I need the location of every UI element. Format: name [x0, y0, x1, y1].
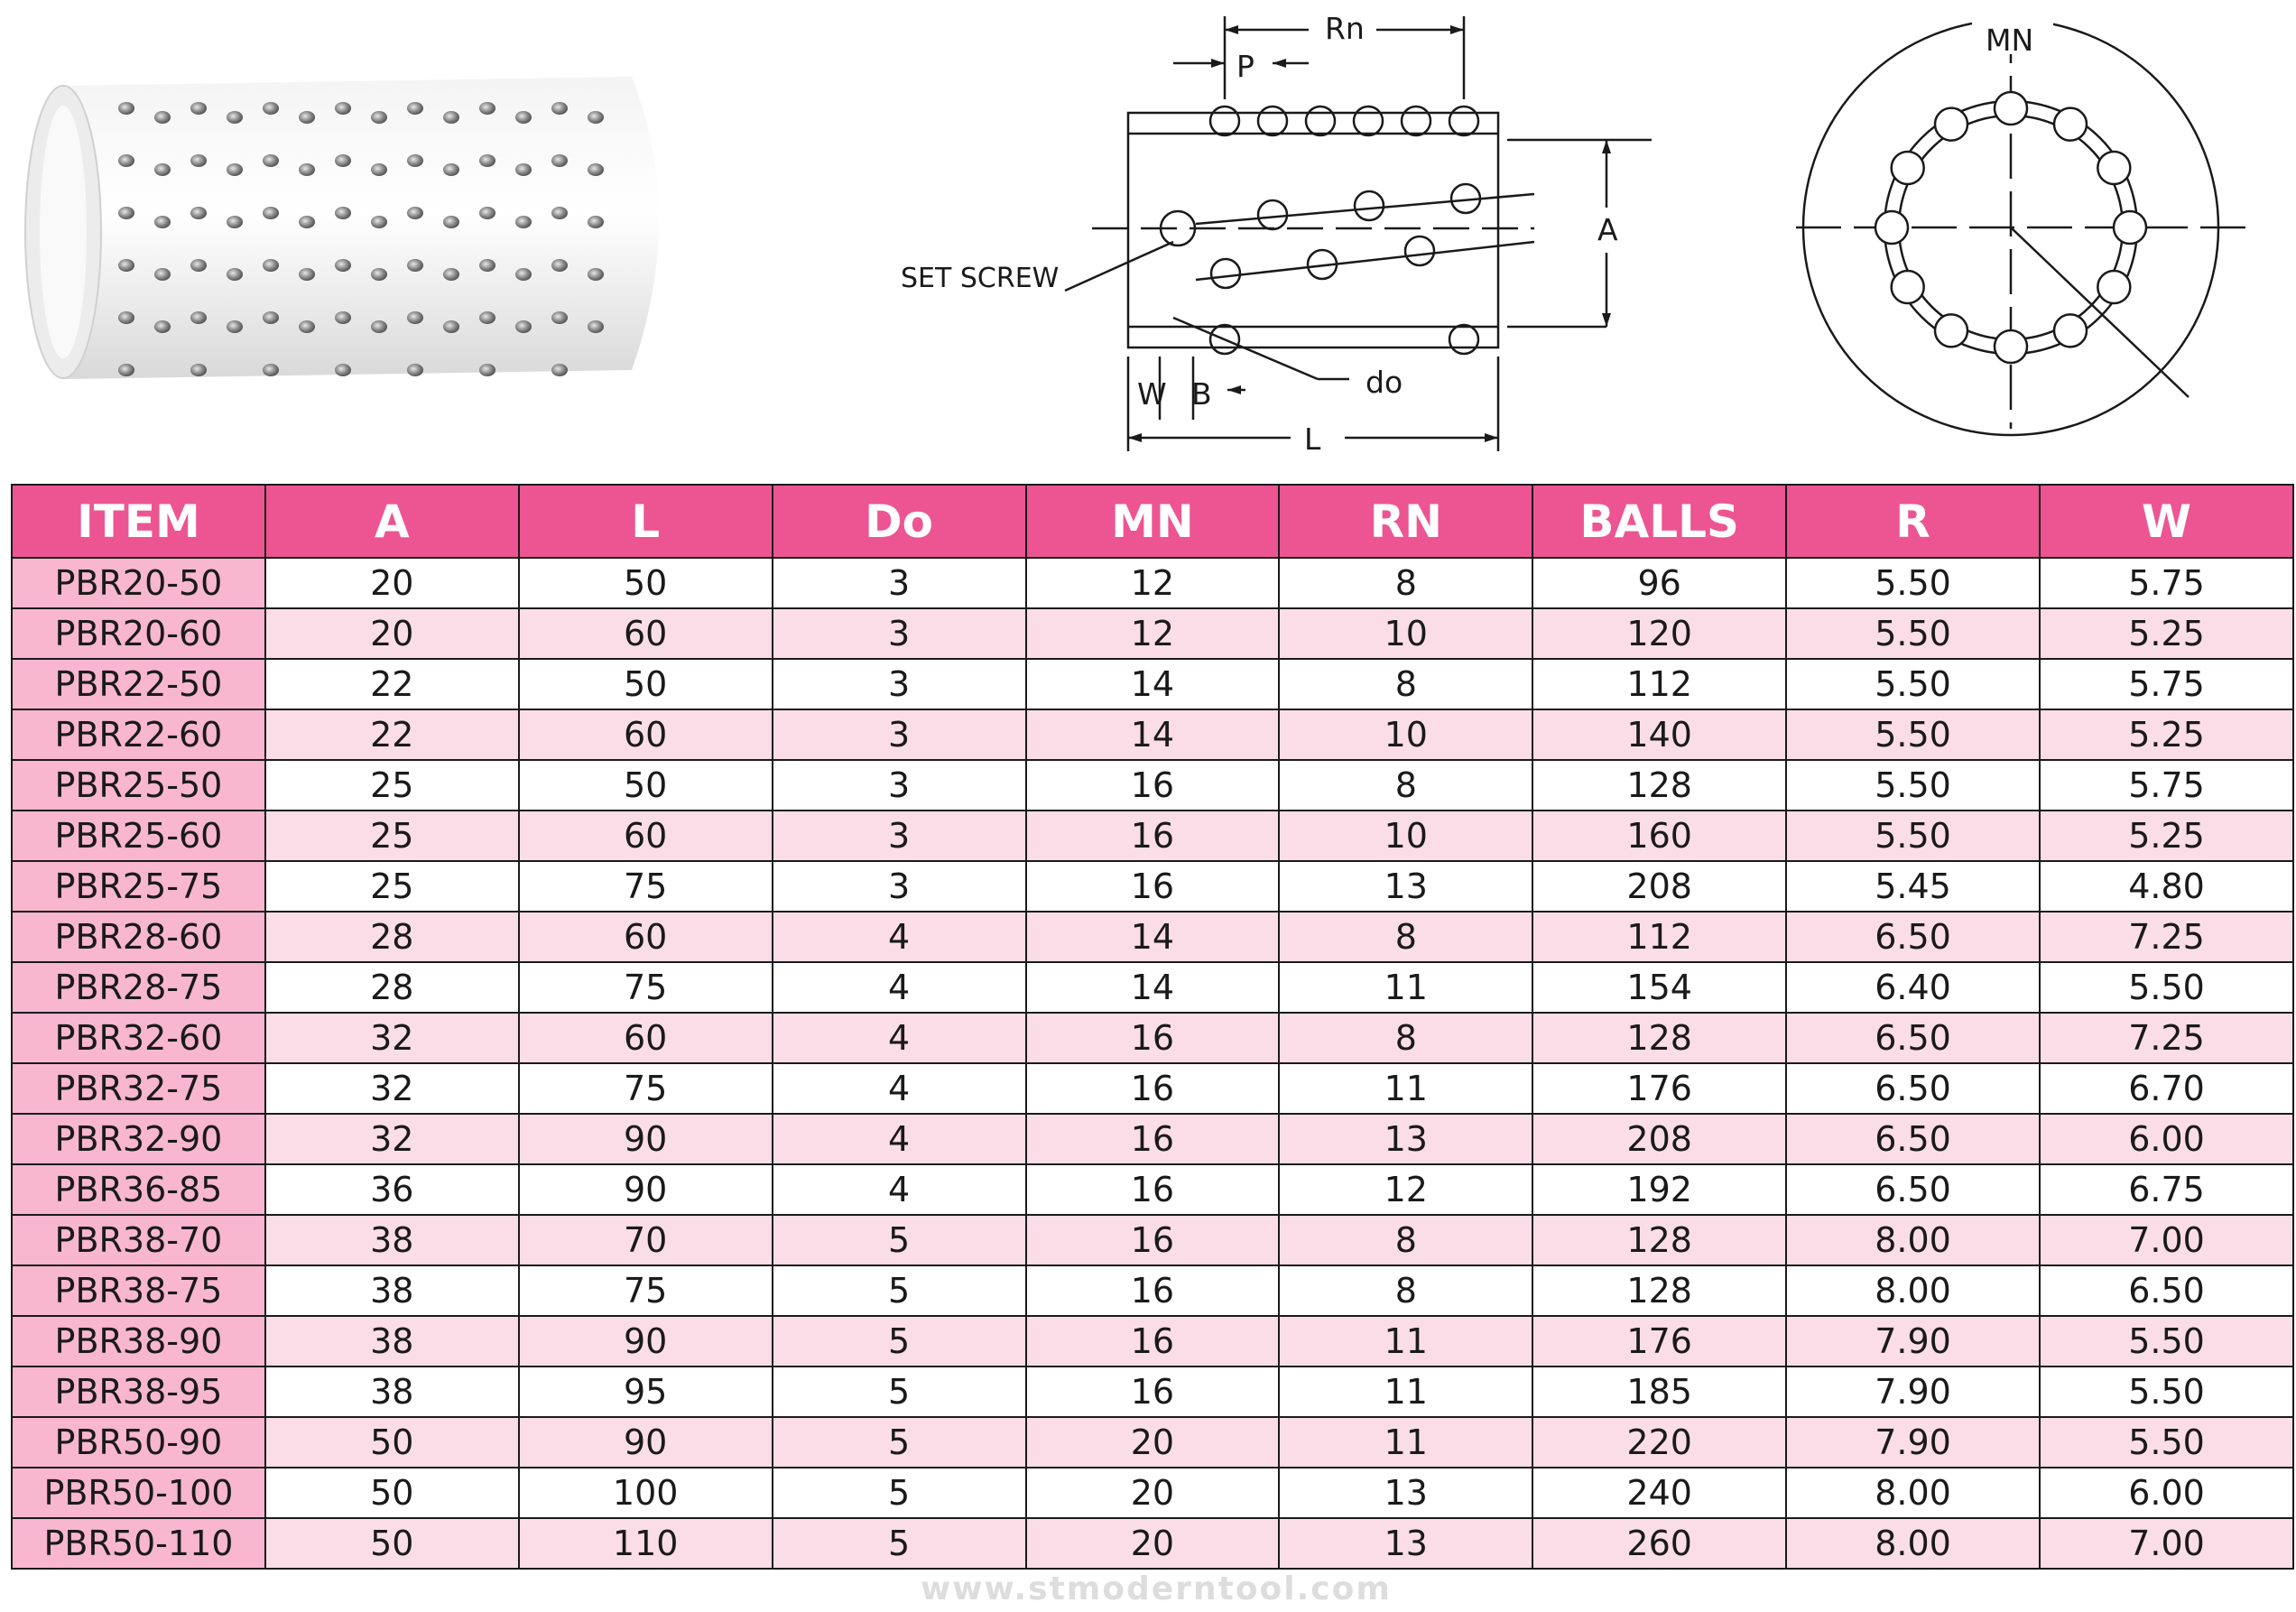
value-cell: 8.00: [1786, 1518, 2040, 1569]
value-cell: 16: [1026, 1316, 1280, 1366]
value-cell: 5.50: [2040, 962, 2293, 1013]
value-cell: 60: [519, 709, 773, 760]
table-row: [12, 1366, 2293, 1417]
value-cell: 14: [1026, 912, 1280, 962]
value-cell: 176: [1532, 1316, 1786, 1366]
value-cell: 6.50: [1786, 912, 2040, 962]
label-b: B: [1191, 376, 1212, 412]
item-cell: PBR28-75: [12, 962, 265, 1013]
value-cell: 8: [1279, 760, 1532, 811]
value-cell: 50: [265, 1518, 519, 1569]
column-header-w: W: [2040, 485, 2293, 558]
value-cell: 13: [1279, 861, 1532, 912]
value-cell: 38: [265, 1215, 519, 1265]
value-cell: 7.00: [2040, 1215, 2293, 1265]
value-cell: 8: [1279, 558, 1532, 608]
value-cell: 3: [773, 709, 1026, 760]
column-header-a: A: [265, 485, 519, 558]
value-cell: 32: [265, 1013, 519, 1063]
value-cell: 3: [773, 659, 1026, 709]
value-cell: 75: [519, 962, 773, 1013]
value-cell: 32: [265, 1114, 519, 1164]
value-cell: 13: [1279, 1468, 1532, 1518]
value-cell: 20: [265, 608, 519, 659]
value-cell: 11: [1279, 1316, 1532, 1366]
table-row: [12, 608, 2293, 659]
value-cell: 90: [519, 1417, 773, 1468]
item-cell: PBR32-60: [12, 1013, 265, 1063]
column-header-l: L: [519, 485, 773, 558]
value-cell: 20: [1026, 1417, 1280, 1468]
value-cell: 8: [1279, 1013, 1532, 1063]
value-cell: 12: [1026, 608, 1280, 659]
value-cell: 6.40: [1786, 962, 2040, 1013]
table-row: [12, 760, 2293, 811]
value-cell: 7.25: [2040, 912, 2293, 962]
value-cell: 50: [265, 1468, 519, 1518]
value-cell: 14: [1026, 709, 1280, 760]
value-cell: 11: [1279, 1063, 1532, 1114]
value-cell: 128: [1532, 1265, 1786, 1316]
table-row: [12, 1013, 2293, 1063]
value-cell: 90: [519, 1114, 773, 1164]
label-p: P: [1236, 49, 1254, 84]
value-cell: 5.50: [1786, 811, 2040, 861]
value-cell: 160: [1532, 811, 1786, 861]
value-cell: 7.90: [1786, 1366, 2040, 1417]
item-cell: PBR38-95: [12, 1366, 265, 1417]
value-cell: 6.00: [2040, 1468, 2293, 1518]
value-cell: 140: [1532, 709, 1786, 760]
value-cell: 12: [1279, 1164, 1532, 1215]
value-cell: 5.75: [2040, 659, 2293, 709]
value-cell: 36: [265, 1164, 519, 1215]
watermark-text: www.stmoderntool.com: [921, 1570, 1392, 1607]
value-cell: 220: [1532, 1417, 1786, 1468]
value-cell: 5.50: [1786, 558, 2040, 608]
value-cell: 112: [1532, 659, 1786, 709]
value-cell: 13: [1279, 1518, 1532, 1569]
value-cell: 260: [1532, 1518, 1786, 1569]
column-header-item: ITEM: [12, 485, 265, 558]
value-cell: 16: [1026, 1265, 1280, 1316]
table-row: [12, 811, 2293, 861]
value-cell: 5: [773, 1316, 1026, 1366]
value-cell: 8.00: [1786, 1215, 2040, 1265]
item-cell: PBR22-60: [12, 709, 265, 760]
value-cell: 6.75: [2040, 1164, 2293, 1215]
value-cell: 240: [1532, 1468, 1786, 1518]
value-cell: 8: [1279, 1215, 1532, 1265]
value-cell: 6.50: [2040, 1265, 2293, 1316]
end-view-drawing: [1769, 0, 2274, 451]
value-cell: 20: [1026, 1518, 1280, 1569]
column-header-r: R: [1786, 485, 2040, 558]
value-cell: 7.90: [1786, 1316, 2040, 1366]
value-cell: 8: [1279, 659, 1532, 709]
spec-table: [11, 484, 2294, 1570]
value-cell: 128: [1532, 1013, 1786, 1063]
item-cell: PBR50-90: [12, 1417, 265, 1468]
value-cell: 7.25: [2040, 1013, 2293, 1063]
item-cell: PBR38-70: [12, 1215, 265, 1265]
value-cell: 16: [1026, 861, 1280, 912]
label-do: do: [1366, 365, 1403, 400]
value-cell: 11: [1279, 962, 1532, 1013]
value-cell: 5: [773, 1265, 1026, 1316]
value-cell: 6.50: [1786, 1114, 2040, 1164]
value-cell: 13: [1279, 1114, 1532, 1164]
table-row: [12, 1265, 2293, 1316]
value-cell: 10: [1279, 811, 1532, 861]
value-cell: 50: [265, 1417, 519, 1468]
value-cell: 5: [773, 1366, 1026, 1417]
item-cell: PBR32-90: [12, 1114, 265, 1164]
value-cell: 50: [519, 558, 773, 608]
value-cell: 25: [265, 861, 519, 912]
value-cell: 3: [773, 608, 1026, 659]
column-header-mn: MN: [1026, 485, 1280, 558]
value-cell: 6.70: [2040, 1063, 2293, 1114]
value-cell: 50: [519, 659, 773, 709]
value-cell: 16: [1026, 1366, 1280, 1417]
item-cell: PBR38-90: [12, 1316, 265, 1366]
value-cell: 22: [265, 709, 519, 760]
value-cell: 32: [265, 1063, 519, 1114]
value-cell: 6.50: [1786, 1013, 2040, 1063]
value-cell: 192: [1532, 1164, 1786, 1215]
value-cell: 5.50: [2040, 1316, 2293, 1366]
item-cell: PBR20-50: [12, 558, 265, 608]
value-cell: 6.50: [1786, 1164, 2040, 1215]
label-mn: MN: [1986, 23, 2034, 58]
value-cell: 5.25: [2040, 608, 2293, 659]
value-cell: 5: [773, 1417, 1026, 1468]
column-header-rn: RN: [1279, 485, 1532, 558]
value-cell: 4: [773, 912, 1026, 962]
value-cell: 208: [1532, 1114, 1786, 1164]
column-header-balls: BALLS: [1532, 485, 1786, 558]
value-cell: 4: [773, 1013, 1026, 1063]
value-cell: 38: [265, 1265, 519, 1316]
value-cell: 7.00: [2040, 1518, 2293, 1569]
value-cell: 28: [265, 962, 519, 1013]
value-cell: 8.00: [1786, 1468, 2040, 1518]
value-cell: 5.75: [2040, 760, 2293, 811]
item-cell: PBR38-75: [12, 1265, 265, 1316]
value-cell: 60: [519, 912, 773, 962]
value-cell: 5.50: [1786, 608, 2040, 659]
value-cell: 12: [1026, 558, 1280, 608]
value-cell: 208: [1532, 861, 1786, 912]
value-cell: 5.50: [1786, 760, 2040, 811]
value-cell: 20: [1026, 1468, 1280, 1518]
value-cell: 185: [1532, 1366, 1786, 1417]
table-row: [12, 659, 2293, 709]
item-cell: PBR25-60: [12, 811, 265, 861]
value-cell: 10: [1279, 709, 1532, 760]
value-cell: 14: [1026, 962, 1280, 1013]
value-cell: 4.80: [2040, 861, 2293, 912]
value-cell: 110: [519, 1518, 773, 1569]
value-cell: 22: [265, 659, 519, 709]
value-cell: 3: [773, 760, 1026, 811]
value-cell: 10: [1279, 608, 1532, 659]
value-cell: 16: [1026, 811, 1280, 861]
value-cell: 90: [519, 1316, 773, 1366]
value-cell: 8: [1279, 1265, 1532, 1316]
value-cell: 6.50: [1786, 1063, 2040, 1114]
table-row: [12, 962, 2293, 1013]
value-cell: 38: [265, 1316, 519, 1366]
value-cell: 75: [519, 1063, 773, 1114]
value-cell: 4: [773, 1063, 1026, 1114]
table-row: [12, 1518, 2293, 1569]
value-cell: 14: [1026, 659, 1280, 709]
value-cell: 60: [519, 811, 773, 861]
value-cell: 3: [773, 861, 1026, 912]
value-cell: 20: [265, 558, 519, 608]
value-cell: 95: [519, 1366, 773, 1417]
value-cell: 100: [519, 1468, 773, 1518]
side-view-drawing: [884, 0, 1679, 469]
value-cell: 75: [519, 861, 773, 912]
value-cell: 5.50: [2040, 1366, 2293, 1417]
item-cell: PBR28-60: [12, 912, 265, 962]
table-header-row: [12, 485, 2293, 558]
value-cell: 176: [1532, 1063, 1786, 1114]
value-cell: 16: [1026, 760, 1280, 811]
value-cell: 3: [773, 558, 1026, 608]
table-row: [12, 558, 2293, 608]
value-cell: 16: [1026, 1164, 1280, 1215]
value-cell: 5.75: [2040, 558, 2293, 608]
value-cell: 16: [1026, 1063, 1280, 1114]
table-row: [12, 1164, 2293, 1215]
value-cell: 28: [265, 912, 519, 962]
value-cell: 96: [1532, 558, 1786, 608]
table-row: [12, 1114, 2293, 1164]
value-cell: 5.25: [2040, 709, 2293, 760]
value-cell: 8: [1279, 912, 1532, 962]
value-cell: 5.50: [2040, 1417, 2293, 1468]
value-cell: 5: [773, 1215, 1026, 1265]
value-cell: 5: [773, 1518, 1026, 1569]
column-header-do: Do: [773, 485, 1026, 558]
value-cell: 70: [519, 1215, 773, 1265]
value-cell: 90: [519, 1164, 773, 1215]
value-cell: 6.00: [2040, 1114, 2293, 1164]
table-row: [12, 1468, 2293, 1518]
label-set-screw: SET SCREW: [901, 263, 1060, 294]
value-cell: 16: [1026, 1013, 1280, 1063]
value-cell: 7.90: [1786, 1417, 2040, 1468]
label-w: W: [1137, 376, 1167, 412]
item-cell: PBR22-50: [12, 659, 265, 709]
value-cell: 4: [773, 1114, 1026, 1164]
value-cell: 50: [519, 760, 773, 811]
value-cell: 11: [1279, 1417, 1532, 1468]
label-rn: Rn: [1325, 11, 1365, 46]
value-cell: 5: [773, 1468, 1026, 1518]
item-cell: PBR36-85: [12, 1164, 265, 1215]
value-cell: 5.50: [1786, 709, 2040, 760]
diagram-area: [0, 0, 2296, 478]
value-cell: 128: [1532, 760, 1786, 811]
value-cell: 4: [773, 962, 1026, 1013]
item-cell: PBR32-75: [12, 1063, 265, 1114]
value-cell: 16: [1026, 1114, 1280, 1164]
value-cell: 16: [1026, 1215, 1280, 1265]
label-l: L: [1304, 422, 1321, 457]
value-cell: 5.25: [2040, 811, 2293, 861]
item-cell: PBR20-60: [12, 608, 265, 659]
table-row: [12, 1215, 2293, 1265]
label-a: A: [1597, 212, 1618, 247]
table-row: [12, 709, 2293, 760]
value-cell: 60: [519, 1013, 773, 1063]
value-cell: 5.45: [1786, 861, 2040, 912]
item-cell: PBR50-100: [12, 1468, 265, 1518]
value-cell: 38: [265, 1366, 519, 1417]
value-cell: 112: [1532, 912, 1786, 962]
item-cell: PBR25-50: [12, 760, 265, 811]
value-cell: 25: [265, 811, 519, 861]
value-cell: 154: [1532, 962, 1786, 1013]
value-cell: 75: [519, 1265, 773, 1316]
value-cell: 4: [773, 1164, 1026, 1215]
value-cell: 25: [265, 760, 519, 811]
item-cell: PBR25-75: [12, 861, 265, 912]
table-row: [12, 861, 2293, 912]
value-cell: 120: [1532, 608, 1786, 659]
value-cell: 8.00: [1786, 1265, 2040, 1316]
table-row: [12, 912, 2293, 962]
value-cell: 3: [773, 811, 1026, 861]
value-cell: 60: [519, 608, 773, 659]
item-cell: PBR50-110: [12, 1518, 265, 1569]
table-row: [12, 1316, 2293, 1366]
value-cell: 11: [1279, 1366, 1532, 1417]
ball-cage-photo: [0, 0, 704, 424]
table-row: [12, 1417, 2293, 1468]
value-cell: 5.50: [1786, 659, 2040, 709]
table-row: [12, 1063, 2293, 1114]
value-cell: 128: [1532, 1215, 1786, 1265]
